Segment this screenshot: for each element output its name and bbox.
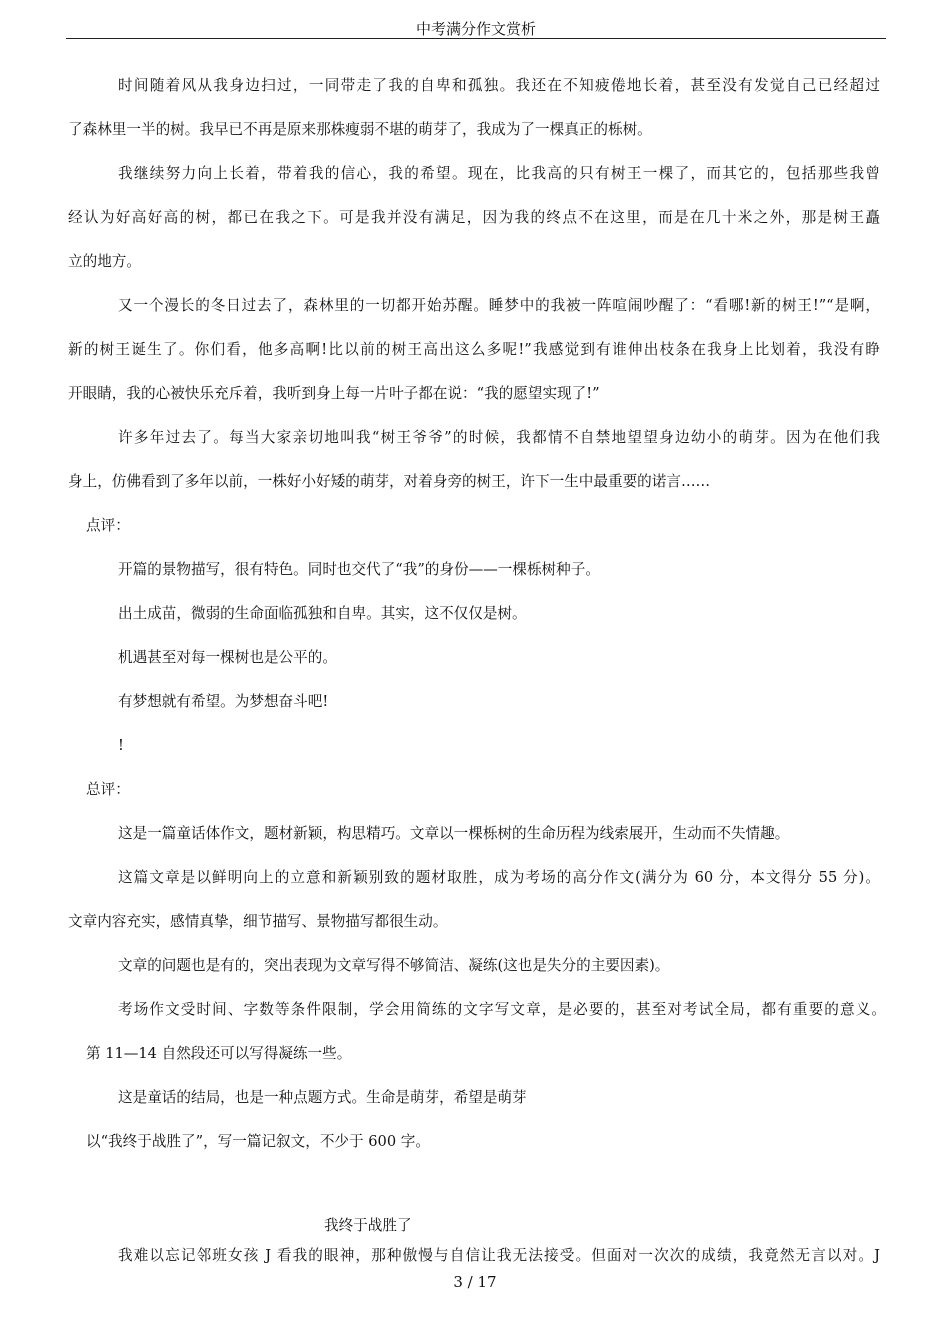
summary-line: 这是一篇童话体作文，题材新颖，构思精巧。文章以一棵栎树的生命历程为线索展开，生动而不失情趣。 [118, 825, 790, 842]
summary-line: 这是童话的结局，也是一种点题方式。生命是萌芽，希望是萌芽 [118, 1089, 527, 1106]
summary-line: 文章的问题也是有的，突出表现为文章写得不够简洁、凝练(这也是失分的主要因素)。 [118, 957, 670, 974]
paragraph-line: 许多年过去了。每当大家亲切地叫我“树王爷爷”的时候，我都情不自禁地望望身边幼小的萌芽。因为在他们我 [118, 429, 880, 446]
essay-title: 我终于战胜了 [324, 1217, 412, 1234]
summary-line: 这篇文章是以鲜明向上的立意和新颖别致的题材取胜，成为考场的高分作文(满分为 60 分，本文得分 55 分)。 [118, 869, 880, 886]
comment-line: 开篇的景物描写，很有特色。同时也交代了“我”的身份——一棵栎树种子。 [118, 561, 600, 578]
header-divider [66, 38, 886, 39]
summary-line: 文章内容充实，感情真挚，细节描写、景物描写都很生动。 [68, 913, 448, 930]
paragraph-line: 我难以忘记邻班女孩 J 看我的眼神，那种傲慢与自信让我无法接受。但面对一次次的成绩，我竟然无言以对。J [118, 1247, 880, 1264]
paragraph-line: 时间随着风从我身边扫过，一同带走了我的自卑和孤独。我还在不知疲倦地长着，甚至没有发觉自己已经超过 [118, 77, 880, 94]
comment-line: ! [118, 737, 124, 754]
paragraph-line: 新的树王诞生了。你们看，他多高啊!比以前的树王高出这么多呢!”我感觉到有谁伸出枝条在我身上比划着，我没有睁 [68, 341, 880, 358]
paragraph-line: 经认为好高好高的树，都已在我之下。可是我并没有满足，因为我的终点不在这里，而是在几十米之外，那是树王矗 [68, 209, 880, 226]
comment-heading: 点评： [86, 517, 130, 534]
paragraph-line: 又一个漫长的冬日过去了，森林里的一切都开始苏醒。睡梦中的我被一阵喧闹吵醒了：“看哪!新的树王!”“是啊， [118, 297, 880, 314]
page-number: 3 / 17 [453, 1273, 497, 1291]
summary-line: 第 11—14 自然段还可以写得凝练一些。 [86, 1045, 352, 1062]
paragraph-line: 我继续努力向上长着，带着我的信心，我的希望。现在，比我高的只有树王一棵了，而其它的，包括那些我曾 [118, 165, 880, 182]
summary-heading: 总评： [86, 781, 130, 798]
comment-line: 出土成苗，微弱的生命面临孤独和自卑。其实，这不仅仅是树。 [118, 605, 527, 622]
comment-line: 有梦想就有希望。为梦想奋斗吧! [118, 693, 329, 710]
paragraph-line: 开眼睛，我的心被快乐充斥着，我听到身上每一片叶子都在说：“我的愿望实现了!” [68, 385, 600, 402]
paragraph-line: 立的地方。 [68, 253, 141, 270]
paragraph-line: 身上，仿佛看到了多年以前，一株好小好矮的萌芽，对着身旁的树王，许下一生中最重要的诺言…… [68, 473, 711, 490]
summary-line: 考场作文受时间、字数等条件限制，学会用简练的文字写文章，是必要的，甚至对考试全局，都有重要的意义。 [118, 1001, 886, 1018]
paragraph-line: 了森林里一半的树。我早已不再是原来那株瘦弱不堪的萌芽了，我成为了一棵真正的栎树。 [68, 121, 652, 138]
essay-prompt: 以“我终于战胜了”，写一篇记叙文，不少于 600 字。 [86, 1133, 430, 1150]
page-header-title: 中考满分作文赏析 [415, 20, 536, 38]
comment-line: 机遇甚至对每一棵树也是公平的。 [118, 649, 337, 666]
